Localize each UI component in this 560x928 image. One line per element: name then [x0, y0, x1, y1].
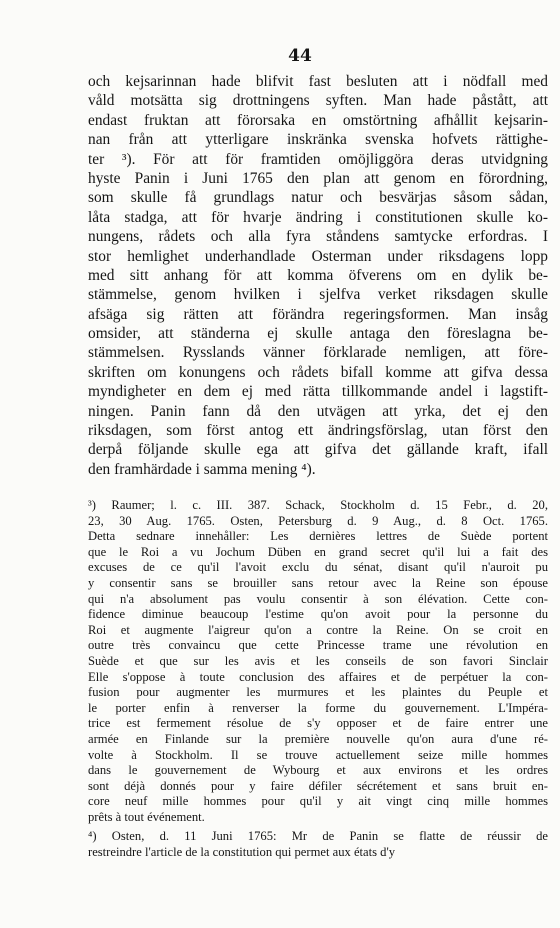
footnote-line: Suède et que sur les avis et les conseils de son favori Sinclair	[88, 653, 548, 668]
footnote-line: ³) Raumer; l. c. III. 387. Schack, Stockholm d. 15 Febr., d. 20,	[88, 498, 548, 512]
body-line: låta stadga, att för hvarje ändring i constitutionen skulle ko-	[88, 208, 548, 226]
body-line: derpå följande skulle ega att gifva det gällande kraft, ifall	[88, 441, 548, 459]
body-line: och kejsarinnan hade blifvit fast besluten att i nödfall med	[88, 73, 548, 90]
body-line: nan från att ytterligare inskränka svenska hofvets rättighe-	[88, 131, 548, 149]
body-line: stor hemlighet underhandlade Osterman under riksdagens lopp	[88, 247, 548, 265]
footnote-3	[88, 498, 548, 825]
footnote-line: prêts à tout événement.	[88, 809, 205, 824]
body-line: nungens, rådets och alla fyra ståndens samtycke erfordras. I	[88, 228, 548, 246]
footnote-line: trice est fermement résolue de s'y opposer et de faire entrer une	[88, 716, 548, 731]
footnote-line: Detta sednare innehåller: Les dernières lettres de Suède portent	[88, 529, 548, 544]
footnote-line: volte à Stockholm. Il se trouve actuellement seize mille hommes	[88, 747, 548, 762]
body-line: som skulle få grundlags natur och besvärjas såsom sådan,	[88, 189, 548, 207]
body-line: afsäga sig rätten att förändra regeringsformen. Man insåg	[88, 305, 548, 323]
body-line: den framhärdade i samma mening ⁴).	[88, 460, 316, 478]
body-line: omsider, att ständerna ej skulle antaga den föreslagna be-	[88, 325, 548, 343]
body-line: med sitt anhang för att komma öfverens om en dylik be-	[88, 266, 548, 284]
body-line: endast fruktan att förorsaka en omstörtning afhållit kejsarin-	[88, 111, 548, 129]
footnote-line: excuses de ce qu'il l'avoit exclu du sénat, disant qu'il n'auroit pu	[88, 560, 548, 575]
body-line: ter ³). För att för framtiden omöjliggöra deras utvidgning	[88, 150, 548, 168]
footnote-line: restreindre l'article de la constitution qui permet aux états d'y	[88, 845, 396, 860]
footnote-line: fusion pour augmenter les murmures et les plaintes du Peuple et	[88, 685, 548, 700]
body-line: stämmelsen. Rysslands vänner förklarade nemligen, att före-	[88, 344, 548, 362]
body-line: hyste Panin i Juni 1765 den plan att genom en förordning,	[88, 169, 548, 187]
footnote-line: qui n'a absolument pas voulu consentir à son élévation. Cette con-	[88, 591, 548, 606]
footnote-4	[88, 829, 548, 860]
footnote-line: le porter enfin à renverser la forme du gouvernement. L'Impéra-	[88, 700, 548, 715]
footnote-line: Roi et augmente l'aigreur qu'on a contre la Reine. On se croit en	[88, 622, 548, 637]
page-number: 44	[288, 46, 312, 66]
body-line: riksdagen, som först antog ett ändringsförslag, utan först den	[88, 422, 548, 440]
body-line: stämmelse, genom hvilken i sjelfva verket riksdagen skulle	[88, 286, 548, 304]
footnote-line: armée en Finlande sur la première nouvelle qu'on aura d'une ré-	[88, 731, 548, 746]
footnote-line: outre très convaincu que cette Princesse trame une révolution en	[88, 638, 548, 653]
footnote-line: Elle s'oppose à toute conclusion des affaires et de perpétuer la con-	[88, 669, 548, 684]
body-line: skriften om konungens och rådets bifall komme att gifva dessa	[88, 363, 548, 381]
footnote-line: ⁴) Osten, d. 11 Juni 1765: Mr de Panin se flatte de réussir de	[88, 829, 548, 844]
body-paragraph	[88, 72, 548, 479]
body-line: ningen. Panin fann då den utvägen att yrka, det ej den	[88, 402, 548, 420]
footnote-line: dans le gouvernement de Wybourg et aux environs et les ordres	[88, 763, 548, 778]
footnote-line: core neuf mille hommes pour qu'il y ait vingt cinq mille hommes	[88, 794, 548, 809]
footnote-line: que le Roi a vu Jochum Düben en grand secret qu'il lui a fait des	[88, 544, 548, 559]
body-line: våld motsätta sig drottningens syften. Man hade påstått, att	[88, 92, 548, 110]
body-line: myndigheter en dem ej med rätta tillkommande andel i lagstift-	[88, 383, 548, 401]
footnote-line: fidence diminue beaucoup l'estime qu'on avoit pour la personne du	[88, 607, 548, 622]
footnote-line: y consentir sans se brouiller sans retour avec la Reine son épouse	[88, 575, 548, 590]
footnote-line: 23, 30 Aug. 1765. Osten, Petersburg d. 9 Aug., d. 8 Oct. 1765.	[88, 513, 548, 528]
footnote-line: sont déjà donnés pour y faire défiler sécrétement et sans bruit en-	[88, 778, 548, 793]
footnotes	[88, 498, 548, 861]
